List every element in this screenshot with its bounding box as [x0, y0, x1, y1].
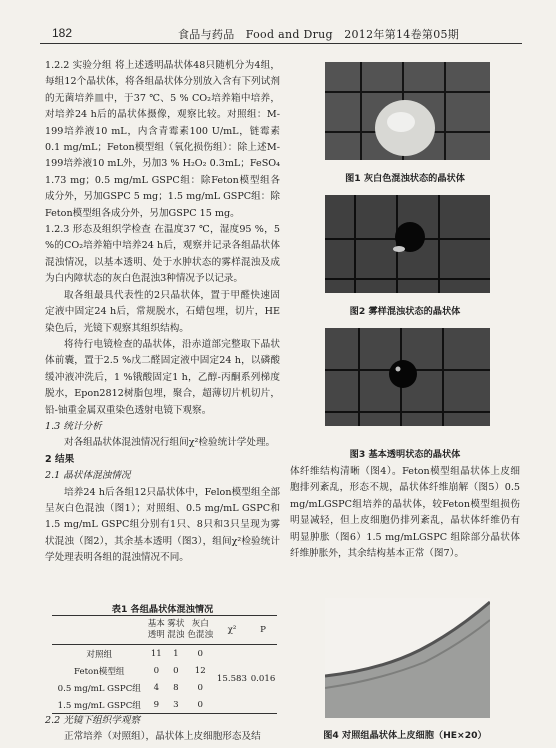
paragraph-em-method: 将待行电镜检查的晶状体，沿赤道部完整取下晶状体前囊，置于2.5 %戊二醛固定液中固定24 h，以磷酸缓冲液冲洗后，1 %锇酸固定1 h，乙醇-丙酮系列梯度脱水，Epon2812树脂包埋，聚合，超薄切片机切片，铅-铀重金属双重染色透射电镜下观察。	[45, 338, 280, 416]
figure-4-caption: 图4 对照组晶状体上皮细胞（HE×20）	[323, 730, 487, 741]
col-chi2: χ²	[227, 624, 237, 635]
figure-2-image	[325, 195, 490, 293]
section-1-2-3: 1.2.3 形态及组织学检查 在温度37 ℃，湿度95 %，5 %的CO₂培养箱中培养24 h后，观察并记录各组晶状体混浊情况，以基本透明、处于水肿状态的雾样混浊及成为白内障状态的灰白色混浊3种情况予以记录。	[45, 224, 280, 285]
page-number: 182	[52, 26, 73, 40]
heading-2: 2 结果	[45, 453, 75, 465]
figure-3-image	[325, 328, 490, 426]
left-column	[45, 58, 280, 567]
chi2-value: 15.583	[216, 674, 247, 684]
row-label: 1.5 mg/mL GSPC组	[57, 700, 141, 711]
figure-1-caption: 图1 灰白色混浊状态的晶状体	[345, 173, 465, 184]
cell: 9	[153, 699, 160, 710]
figure-4-image	[325, 598, 490, 718]
cell: 0	[153, 665, 160, 676]
cell: 1	[173, 648, 179, 659]
paragraph-stats: 对各组晶状体混浊情况行组间χ²检验统计学处理。	[64, 437, 276, 449]
paragraph-lm-results: 体纤维结构清晰（图4）。Feton模型组晶状体上皮细胞排列紊乱，形态不规，晶状体纤维崩解（图5）0.5 mg/mLGSPC组培养的晶状体，较Feton模型组损伤明显减轻，但上皮细胞仍排列紊乱，晶状体纤维仍有明显肿胀（图6）1.5 mg/mLGSPC 组除部分晶状体纤维肿胀外，其余结构基本正常（图7）。	[290, 466, 520, 560]
figure-2-caption: 图2 雾样混浊状态的晶状体	[349, 306, 461, 317]
cell: 0	[173, 665, 179, 676]
cell: 0	[197, 682, 203, 693]
row-label: Feton模型组	[74, 666, 125, 677]
grid-photo-1	[325, 62, 490, 160]
heading-1-3: 1.3 统计分析	[45, 420, 102, 432]
cell: 4	[153, 682, 160, 693]
heading-2-1: 2.1 晶状体混浊情况	[45, 470, 131, 482]
col-p: P	[260, 624, 266, 635]
opacity-table	[52, 615, 277, 714]
cell: 0	[197, 699, 203, 710]
grid-photo-2	[325, 195, 490, 293]
journal-title: 食品与药品 Food and Drug 2012年第14卷第05期	[178, 28, 460, 41]
grid-photo-3	[325, 328, 490, 426]
cell: 8	[173, 682, 179, 693]
cell: 0	[197, 648, 203, 659]
p-value: 0.016	[250, 674, 276, 684]
cell: 3	[173, 699, 179, 710]
paragraph-opacity-results: 培养24 h后各组12只晶状体中，Felon模型组全部呈灰白色混浊（图1）；对照组、0.5 mg/mL GSPC和1.5 mg/mL GSPC组分别有1只、8只和3只呈现为雾状混浊（图2），其余基本透明（图3），组间χ²检验统计学处理表明各组的混浊情况不同。	[45, 486, 280, 564]
right-column	[290, 464, 520, 562]
table-row	[52, 645, 277, 663]
table-caption: 表1 各组晶状体混浊情况	[111, 604, 214, 615]
figure-1-image	[325, 62, 490, 160]
row-label: 0.5 mg/mL GSPC组	[57, 683, 141, 694]
figure-3-caption: 图3 基本透明状态的晶状体	[349, 449, 461, 460]
histology-photo	[325, 598, 490, 718]
row-label: 对照组	[86, 649, 113, 660]
col-transparent: 基本 透明	[147, 619, 165, 640]
col-group	[52, 616, 147, 645]
header-rule	[40, 43, 522, 44]
col-foggy: 雾状 混浊	[167, 619, 185, 640]
paragraph-lm-start: 正常培养（对照组），晶状体上皮细胞形态及结	[64, 731, 261, 743]
section-1-2-2: 1.2.2 实验分组 将上述透明晶状体48只随机分为4组，每组12个晶状体，将各组晶状体分别放入含有下列试剂的无菌培养皿中，于37 ℃、5 % CO₂培养箱中培养，对培养24 h后的晶状体摄像，观察比较。对照组：M-199培养液10 mL，内含青霉素100 U/mL，链霉素0.1 mg/mL；Feton模型组（氧化损伤组）：除上述M-199培养液10 mL外，另加3 % H₂O₂ 0.3mL；FeSO₄ 1.73 mg；0.5 mg/mL GSPC组：除Feton模型组各成分外，另加GSPC 5 mg；1.5 mg/mL GSPC组：除Feton模型组各成分外，另加GSPC 15 mg。	[45, 60, 280, 219]
cell: 12	[194, 665, 206, 676]
running-header	[0, 24, 556, 44]
heading-2-2: 2.2 光镜下组织学观察	[45, 715, 141, 726]
col-grey: 灰白 色混浊	[187, 619, 214, 640]
paragraph-light-microscopy-method: 取各组最具代表性的2只晶状体，置于甲醛快速固定液中固定24 h后，常规脱水，石蜡包埋，切片，HE染色后，光镜下观察其组织结构。	[45, 289, 280, 334]
cell: 11	[150, 648, 162, 659]
